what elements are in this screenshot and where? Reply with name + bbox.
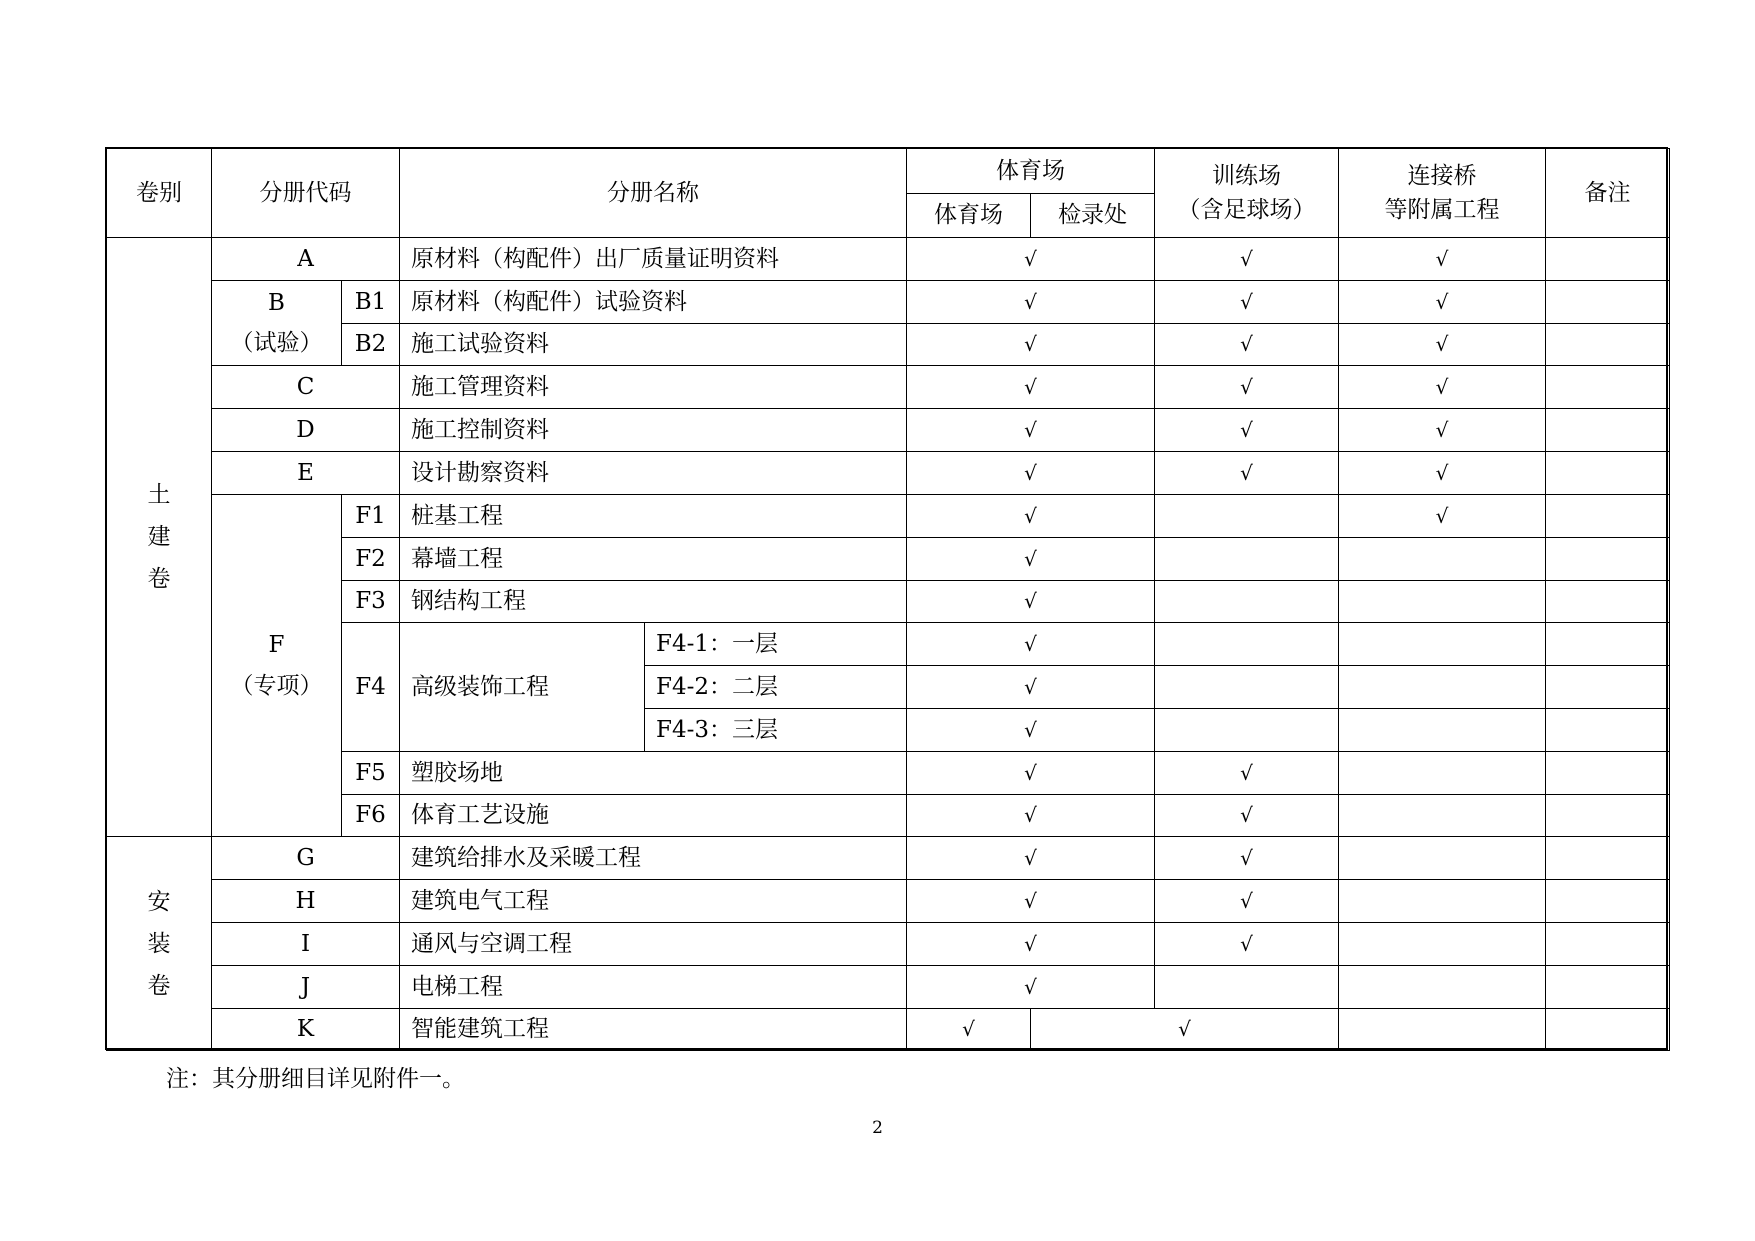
volume-char: 卷 — [147, 566, 171, 592]
header-training-line2: （含足球场） — [1177, 197, 1316, 223]
empty-cell — [1339, 623, 1546, 666]
header-volume: 卷别 — [107, 149, 212, 238]
check-mark: √ — [907, 409, 1155, 452]
remark-cell — [1546, 409, 1670, 452]
volume-char: 卷 — [147, 972, 171, 999]
empty-cell — [1155, 495, 1339, 538]
header-code: 分册代码 — [212, 149, 400, 238]
empty-cell — [1155, 966, 1339, 1009]
check-mark: √ — [1155, 324, 1339, 366]
volume-char: 装 — [147, 930, 171, 957]
row-code: K — [212, 1009, 400, 1051]
empty-cell — [1339, 666, 1546, 709]
table-row — [107, 623, 1670, 666]
check-mark: √ — [1155, 281, 1339, 324]
check-mark: √ — [907, 1009, 1031, 1051]
group-b — [212, 281, 342, 366]
row-name: 电梯工程 — [400, 966, 907, 1009]
header-row-1 — [107, 149, 1670, 194]
row-code: E — [212, 452, 400, 495]
check-mark: √ — [907, 923, 1155, 966]
volume-install — [107, 837, 212, 1051]
header-checkin: 检录处 — [1031, 194, 1155, 238]
volume-char: 建 — [147, 524, 171, 550]
remark-cell — [1546, 495, 1670, 538]
row-name: 通风与空调工程 — [400, 923, 907, 966]
empty-cell — [1339, 837, 1546, 880]
row-code: D — [212, 409, 400, 452]
empty-cell — [1155, 581, 1339, 623]
remark-cell — [1546, 709, 1670, 752]
empty-cell — [1339, 966, 1546, 1009]
empty-cell — [1155, 709, 1339, 752]
row-name: 钢结构工程 — [400, 581, 907, 623]
row-name: 幕墙工程 — [400, 538, 907, 581]
empty-cell — [1339, 880, 1546, 923]
empty-cell — [1339, 752, 1546, 795]
check-mark: √ — [1155, 366, 1339, 409]
remark-cell — [1546, 281, 1670, 324]
group-f-sub: （专项） — [230, 672, 323, 699]
table-row — [107, 238, 1670, 281]
group-f4-code: F4 — [342, 623, 400, 752]
empty-cell — [1339, 538, 1546, 581]
table-row — [107, 1009, 1670, 1051]
check-mark: √ — [1339, 281, 1546, 324]
check-mark: √ — [907, 837, 1155, 880]
table-row — [107, 966, 1670, 1009]
table-row — [107, 752, 1670, 795]
remark-cell — [1546, 366, 1670, 409]
row-name: 智能建筑工程 — [400, 1009, 907, 1051]
table-row — [107, 452, 1670, 495]
check-mark: √ — [907, 281, 1155, 324]
table-row — [107, 538, 1670, 581]
row-name: 桩基工程 — [400, 495, 907, 538]
row-code: F6 — [342, 795, 400, 837]
row-name: 原材料（构配件）试验资料 — [400, 281, 907, 324]
empty-cell — [1155, 666, 1339, 709]
remark-cell — [1546, 666, 1670, 709]
check-mark: √ — [907, 538, 1155, 581]
check-mark: √ — [1155, 923, 1339, 966]
row-code: G — [212, 837, 400, 880]
group-f-code: F — [268, 632, 285, 659]
remark-cell — [1546, 752, 1670, 795]
empty-cell — [1339, 709, 1546, 752]
table-row — [107, 837, 1670, 880]
row-name: 原材料（构配件）出厂质量证明资料 — [400, 238, 907, 281]
row-name: 塑胶场地 — [400, 752, 907, 795]
table-row — [107, 324, 1670, 366]
remark-cell — [1546, 880, 1670, 923]
check-mark: √ — [1155, 837, 1339, 880]
header-training — [1155, 149, 1339, 238]
row-code: B2 — [342, 324, 400, 366]
check-mark: √ — [1339, 409, 1546, 452]
table-row — [107, 281, 1670, 324]
row-code: C — [212, 366, 400, 409]
row-name: 建筑电气工程 — [400, 880, 907, 923]
header-training-line1: 训练场 — [1212, 162, 1281, 189]
table-row — [107, 795, 1670, 837]
check-mark: √ — [1155, 795, 1339, 837]
row-code: F3 — [342, 581, 400, 623]
check-mark: √ — [907, 795, 1155, 837]
check-mark: √ — [907, 666, 1155, 709]
empty-cell — [1339, 795, 1546, 837]
remark-cell — [1546, 324, 1670, 366]
check-mark: √ — [1155, 238, 1339, 281]
check-mark: √ — [1339, 324, 1546, 366]
row-code: F2 — [342, 538, 400, 581]
header-stadium: 体育场 — [907, 194, 1031, 238]
remark-cell — [1546, 238, 1670, 281]
row-name: 施工管理资料 — [400, 366, 907, 409]
remark-cell — [1546, 923, 1670, 966]
check-mark: √ — [1031, 1009, 1339, 1051]
row-name: 建筑给排水及采暖工程 — [400, 837, 907, 880]
volume-char: 安 — [147, 888, 171, 915]
check-mark: √ — [907, 366, 1155, 409]
row-code: F1 — [342, 495, 400, 538]
check-mark: √ — [1339, 238, 1546, 281]
row-name: 体育工艺设施 — [400, 795, 907, 837]
check-mark: √ — [907, 238, 1155, 281]
header-bridge-line1: 连接桥 — [1407, 162, 1477, 189]
header-remark: 备注 — [1546, 149, 1670, 238]
row-name: F4-1：一层 — [645, 623, 907, 666]
empty-cell — [1339, 581, 1546, 623]
header-stadium-group: 体育场 — [907, 149, 1155, 194]
remark-cell — [1546, 452, 1670, 495]
row-code: B1 — [342, 281, 400, 324]
check-mark: √ — [907, 752, 1155, 795]
check-mark: √ — [907, 495, 1155, 538]
row-code: H — [212, 880, 400, 923]
remark-cell — [1546, 966, 1670, 1009]
check-mark: √ — [1339, 495, 1546, 538]
check-mark: √ — [907, 880, 1155, 923]
header-name: 分册名称 — [400, 149, 907, 238]
check-mark: √ — [907, 452, 1155, 495]
remark-cell — [1546, 538, 1670, 581]
check-mark: √ — [1155, 452, 1339, 495]
row-code: J — [212, 966, 400, 1009]
check-mark: √ — [907, 623, 1155, 666]
volume-char: 土 — [147, 482, 171, 508]
check-mark: √ — [907, 324, 1155, 366]
group-b-code: B — [268, 289, 285, 316]
row-name: 设计勘察资料 — [400, 452, 907, 495]
group-f4-name: 高级装饰工程 — [400, 623, 645, 752]
check-mark: √ — [1155, 880, 1339, 923]
check-mark: √ — [1339, 452, 1546, 495]
row-code: A — [212, 238, 400, 281]
remark-cell — [1546, 1009, 1670, 1051]
check-mark: √ — [1339, 366, 1546, 409]
header-bridge — [1339, 149, 1546, 238]
table-row — [107, 923, 1670, 966]
row-code: I — [212, 923, 400, 966]
volume-civil — [107, 238, 212, 837]
row-name: 施工试验资料 — [400, 324, 907, 366]
row-name: F4-3：三层 — [645, 709, 907, 752]
check-mark: √ — [1155, 409, 1339, 452]
check-mark: √ — [907, 581, 1155, 623]
check-mark: √ — [907, 709, 1155, 752]
row-code: F5 — [342, 752, 400, 795]
document-table — [106, 148, 1670, 1051]
empty-cell — [1155, 623, 1339, 666]
page-number: 2 — [872, 1118, 883, 1138]
empty-cell — [1155, 538, 1339, 581]
table-row — [107, 366, 1670, 409]
row-name: F4-2：二层 — [645, 666, 907, 709]
check-mark: √ — [1155, 752, 1339, 795]
header-bridge-line2: 等附属工程 — [1384, 197, 1500, 223]
table-row — [107, 880, 1670, 923]
remark-cell — [1546, 795, 1670, 837]
group-f — [212, 495, 342, 837]
group-b-sub: （试验） — [230, 330, 323, 356]
row-name: 施工控制资料 — [400, 409, 907, 452]
check-mark: √ — [907, 966, 1155, 1009]
remark-cell — [1546, 837, 1670, 880]
empty-cell — [1339, 1009, 1546, 1051]
table-row — [107, 409, 1670, 452]
table-row — [107, 581, 1670, 623]
table-row — [107, 495, 1670, 538]
remark-cell — [1546, 623, 1670, 666]
empty-cell — [1339, 923, 1546, 966]
remark-cell — [1546, 581, 1670, 623]
footnote: 注：其分册细目详见附件一。 — [166, 1066, 465, 1092]
